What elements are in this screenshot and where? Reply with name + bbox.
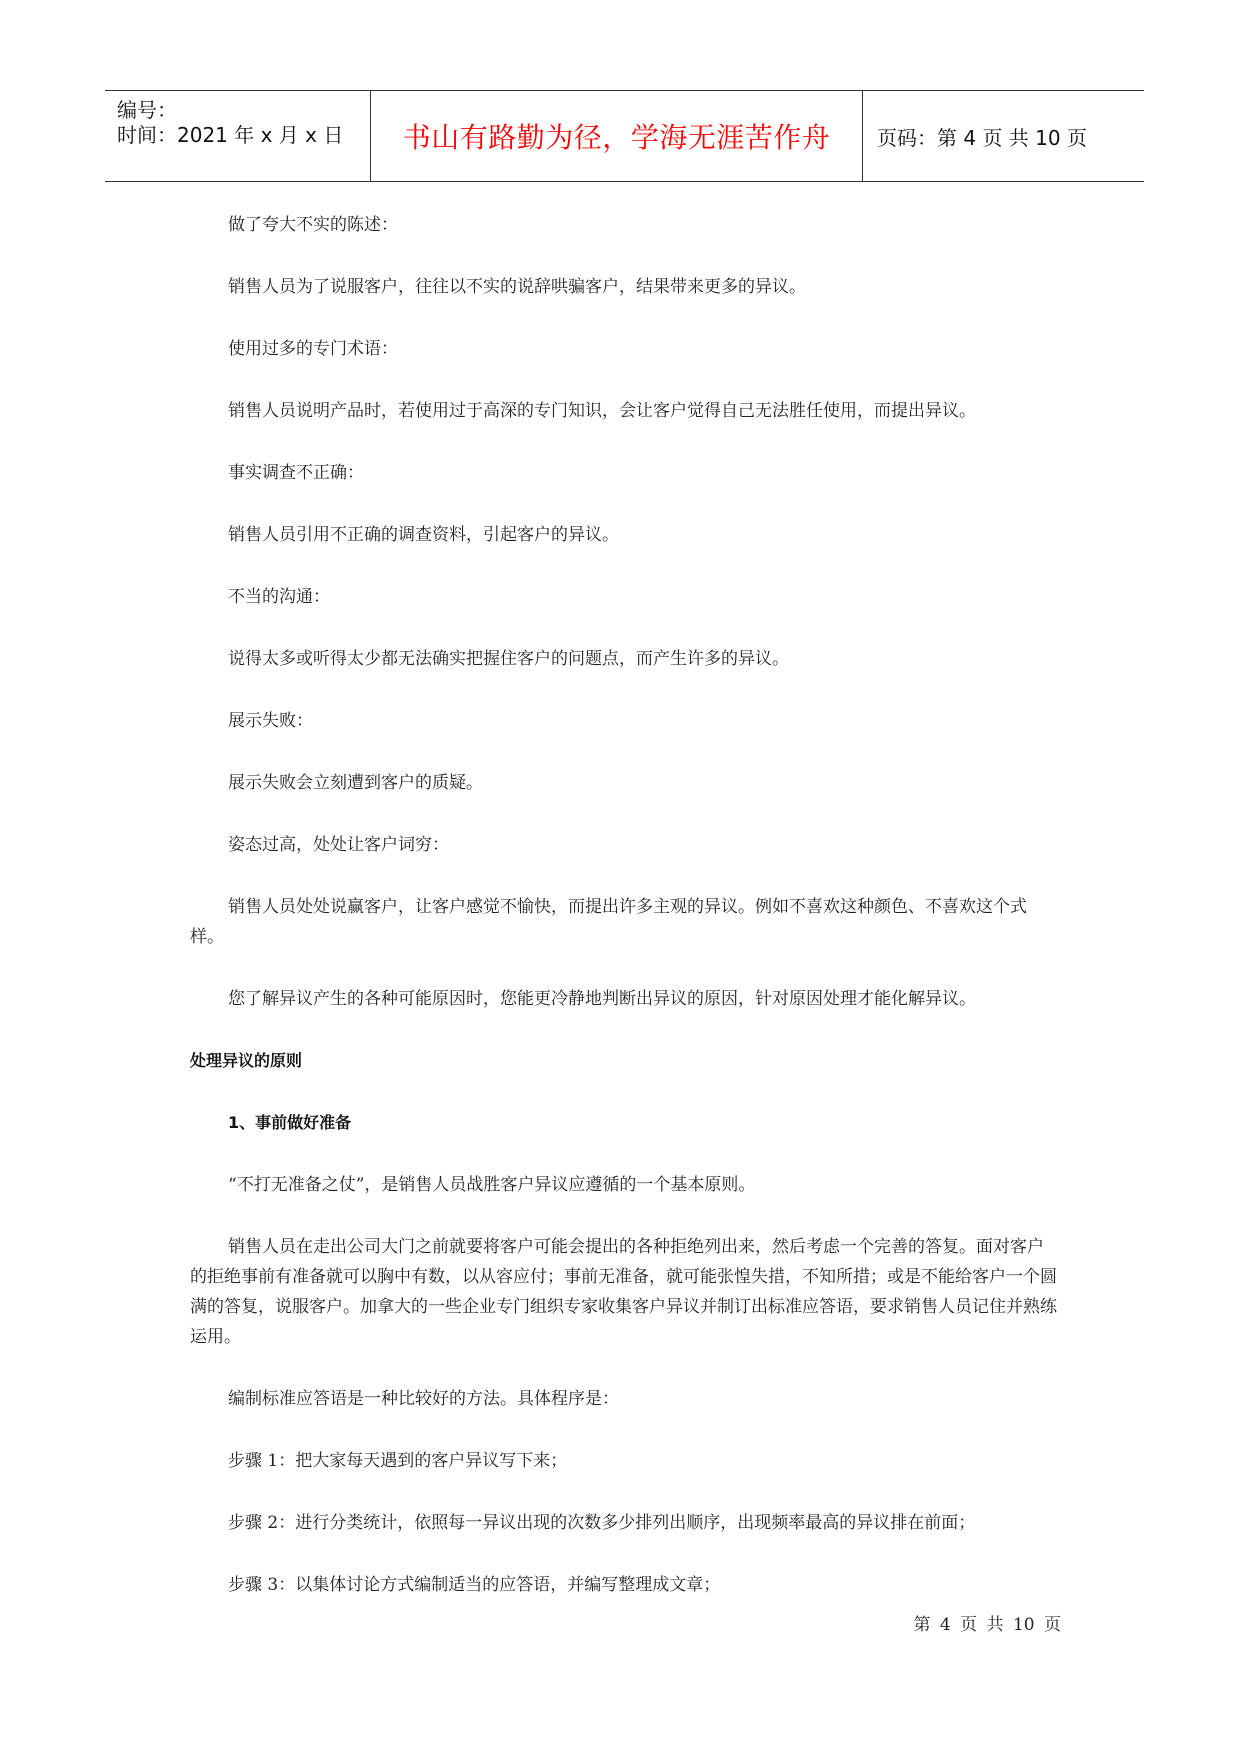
header-motto: 书山有路勤为径，学海无涯苦作舟 [402,121,831,154]
body-paragraph: 使用过多的专门术语： [228,339,398,359]
body-paragraph: 不当的沟通： [228,587,330,607]
body-paragraph: 姿态过高，处处让客户词穷： [228,835,449,855]
section-heading: 处理异议的原则 [190,1051,303,1070]
document-number-label: 编号： [117,98,177,122]
body-paragraph: 销售人员处处说赢客户，让客户感觉不愉快，而提出许多主观的异议。例如不喜欢这种颜色、不喜欢这个式样。 [190,897,1027,947]
header-motto-cell [371,91,863,181]
subsection-heading: 1、事前做好准备 [228,1113,352,1132]
body-paragraph: 事实调查不正确： [228,463,364,483]
page-header [105,90,1144,182]
body-paragraph: 步骤 2：进行分类统计，依照每一异议出现的次数多少排列出顺序，出现频率最高的异议排在前面； [228,1513,976,1533]
body-paragraph: 销售人员引用不正确的调查资料，引起客户的异议。 [228,525,619,545]
body-paragraph: 销售人员说明产品时，若使用过于高深的专门知识，会让客户觉得自己无法胜任使用，而提出异议。 [228,401,976,421]
header-page-label: 页码：第 4 页 共 10 页 [877,125,1087,150]
body-paragraph: “不打无准备之仗”，是销售人员战胜客户异议应遵循的一个基本原则。 [228,1175,756,1195]
header-meta-cell [105,91,371,181]
body-paragraph: 编制标准应答语是一种比较好的方法。具体程序是： [228,1389,619,1409]
page-footer: 第 4 页 共 10 页 [913,1615,1061,1635]
body-paragraph: 展示失败会立刻遭到客户的质疑。 [228,773,483,793]
body-paragraph: 说得太多或听得太少都无法确实把握住客户的问题点，而产生许多的异议。 [228,649,789,669]
document-time-label: 时间：2021 年 x 月 x 日 [117,123,344,147]
body-paragraph: 做了夸大不实的陈述： [228,215,398,235]
header-page-cell [863,91,1144,181]
body-paragraph: 步骤 3：以集体讨论方式编制适当的应答语，并编写整理成文章； [228,1575,721,1595]
body-paragraph: 步骤 1：把大家每天遇到的客户异议写下来； [228,1451,568,1471]
body-paragraph: 您了解异议产生的各种可能原因时，您能更冷静地判断出异议的原因，针对原因处理才能化解异议。 [228,989,976,1009]
body-paragraph: 展示失败： [228,711,313,731]
body-paragraph: 销售人员在走出公司大门之前就要将客户可能会提出的各种拒绝列出来，然后考虑一个完善的答复。面对客户的拒绝事前有准备就可以胸中有数，以从容应付；事前无准备，就可能张惶失措，不知所措；或是不能给客户一个圆满的答复，说服客户。加拿大的一些企业专门组织专家收集客户异议并制订出标准应答语，要求销售人员记住并熟练运用。 [190,1237,1057,1347]
body-paragraph: 销售人员为了说服客户，往往以不实的说辞哄骗客户，结果带来更多的异议。 [228,277,806,297]
document-body [190,210,1060,1632]
